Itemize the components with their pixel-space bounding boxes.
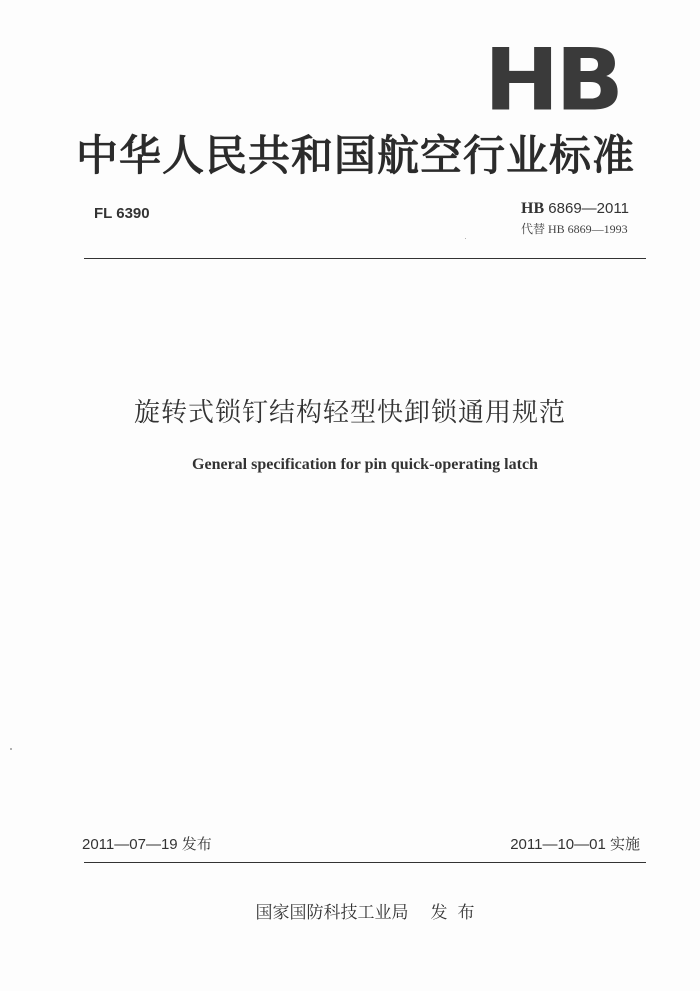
- classification-code: FL 6390: [94, 205, 150, 222]
- standard-number-value: 6869—2011: [548, 200, 629, 217]
- publisher-org: 国家国防科技工业局: [255, 903, 409, 923]
- replaces-note: 代替 HB 6869—1993: [521, 222, 628, 236]
- publisher-line: [0, 898, 700, 923]
- hb-logo: HB: [484, 30, 620, 131]
- scan-speck: [465, 238, 466, 239]
- implementation-date: 2011—10—01 实施: [510, 836, 640, 853]
- issuing-standard-title: 中华人民共和国航空行业标准: [76, 131, 636, 180]
- publish-word-2: 布: [457, 903, 475, 923]
- publish-word-1: 发: [430, 903, 448, 923]
- document-title-chinese: 旋转式锁钉结构轻型快卸锁通用规范: [133, 398, 566, 428]
- document-title-english: General specification for pin quick-operating latch: [192, 456, 538, 473]
- header-divider: [84, 258, 646, 259]
- footer-divider: [84, 862, 646, 863]
- scan-speck: [10, 748, 12, 750]
- standard-prefix: HB: [521, 200, 545, 217]
- standard-number: [521, 200, 629, 218]
- issue-date: 2011—07—19 发布: [82, 836, 212, 853]
